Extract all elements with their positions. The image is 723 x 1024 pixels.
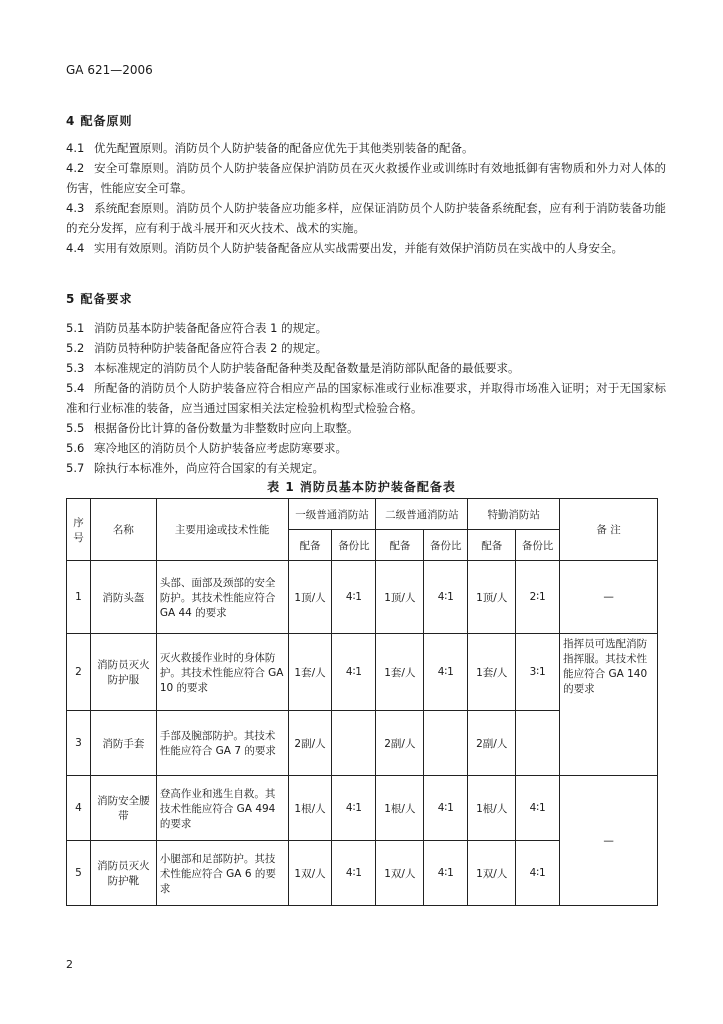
clause-text: 所配备的消防员个人防护装备应符合相应产品的国家标准或行业标准要求，并取得市场准入证明；对于无国家标准和行业标准的装备，应当通过国家相关法定检验机构型式检验合格。 — [66, 381, 666, 415]
header-seq: 序号 — [67, 499, 91, 561]
cell-ratio: 4∶1 — [424, 841, 468, 906]
clause-text: 根据备份比计算的备份数量为非整数时应向上取整。 — [94, 421, 359, 435]
cell-seq: 4 — [67, 776, 91, 841]
cell-name: 消防头盔 — [90, 561, 156, 634]
clause-number: 5.4 — [66, 381, 85, 395]
clause-4-1 — [66, 138, 666, 158]
cell-desc: 小腿部和足部防护。其技术性能应符合 GA 6 的要求 — [156, 841, 288, 906]
document-header: GA 621—2006 — [66, 63, 153, 77]
cell-alloc: 1套/人 — [468, 634, 516, 711]
clause-number: 4.3 — [66, 201, 85, 215]
clause-text: 安全可靠原则。消防员个人防护装备应保护消防员在灭火救援作业或训练时有效地抵御有害物质和外力对人体的伤害，性能应安全可靠。 — [66, 161, 666, 195]
header-alloc: 配备 — [376, 530, 424, 561]
header-special-station: 特勤消防站 — [468, 499, 560, 530]
cell-desc: 登高作业和逃生自救。其技术性能应符合 GA 494的要求 — [156, 776, 288, 841]
cell-alloc: 2副/人 — [376, 711, 424, 776]
clause-text: 消防员基本防护装备配备应符合表 1 的规定。 — [94, 321, 328, 335]
cell-ratio: 4∶1 — [424, 634, 468, 711]
cell-alloc: 1顶/人 — [376, 561, 424, 634]
clause-number: 4.1 — [66, 141, 85, 155]
cell-alloc: 1顶/人 — [468, 561, 516, 634]
clause-5-3 — [66, 358, 666, 378]
table-row — [67, 634, 658, 711]
cell-desc: 手部及腕部防护。其技术性能应符合 GA 7 的要求 — [156, 711, 288, 776]
section-5-title: 5 配备要求 — [66, 292, 133, 306]
cell-ratio: 2∶1 — [516, 561, 560, 634]
cell-alloc: 1顶/人 — [288, 561, 332, 634]
cell-seq: 3 — [67, 711, 91, 776]
cell-ratio: 3∶1 — [516, 634, 560, 711]
clause-4-2 — [66, 158, 666, 198]
header-alloc: 配备 — [288, 530, 332, 561]
page-number: 2 — [66, 958, 73, 971]
header-remark: 备 注 — [560, 499, 658, 561]
clause-text: 消防员特种防护装备配备应符合表 2 的规定。 — [94, 341, 328, 355]
cell-name: 消防手套 — [90, 711, 156, 776]
cell-alloc: 2副/人 — [288, 711, 332, 776]
clause-text: 优先配置原则。消防员个人防护装备的配备应优先于其他类别装备的配备。 — [94, 141, 474, 155]
clause-text: 实用有效原则。消防员个人防护装备配备应从实战需要出发，并能有效保护消防员在实战中的人身安全。 — [94, 241, 623, 255]
header-ratio: 备份比 — [424, 530, 468, 561]
clause-5-4 — [66, 378, 666, 418]
cell-alloc: 1双/人 — [376, 841, 424, 906]
header-ratio: 备份比 — [332, 530, 376, 561]
header-level2-station: 二级普通消防站 — [376, 499, 468, 530]
cell-alloc: 2副/人 — [468, 711, 516, 776]
section-4-title: 4 配备原则 — [66, 114, 133, 128]
cell-ratio: 4∶1 — [516, 841, 560, 906]
equipment-table — [66, 498, 658, 906]
cell-ratio: 4∶1 — [332, 841, 376, 906]
cell-ratio: 4∶1 — [332, 561, 376, 634]
header-level1-station: 一级普通消防站 — [288, 499, 376, 530]
cell-remark: — — [560, 561, 658, 634]
clause-5-1 — [66, 318, 666, 338]
cell-alloc: 1根/人 — [288, 776, 332, 841]
cell-ratio: 4∶1 — [424, 776, 468, 841]
clause-4-3 — [66, 198, 666, 238]
table-row — [67, 561, 658, 634]
clause-5-6 — [66, 438, 666, 458]
cell-ratio: 4∶1 — [516, 776, 560, 841]
header-alloc: 配备 — [468, 530, 516, 561]
cell-name: 消防安全腰带 — [90, 776, 156, 841]
table-row — [67, 776, 658, 841]
cell-alloc: 1双/人 — [468, 841, 516, 906]
cell-alloc: 1根/人 — [468, 776, 516, 841]
cell-name: 消防员灭火防护服 — [90, 634, 156, 711]
clause-5-2 — [66, 338, 666, 358]
clause-number: 5.5 — [66, 421, 85, 435]
header-ratio: 备份比 — [516, 530, 560, 561]
clause-text: 系统配套原则。消防员个人防护装备应功能多样，应保证消防员个人防护装备系统配套，应有利于消防装备功能的充分发挥，应有利于战斗展开和灭火技术、战术的实施。 — [66, 201, 666, 235]
cell-name: 消防员灭火防护靴 — [90, 841, 156, 906]
cell-ratio — [332, 711, 376, 776]
cell-alloc: 1套/人 — [376, 634, 424, 711]
cell-alloc: 1双/人 — [288, 841, 332, 906]
cell-seq: 2 — [67, 634, 91, 711]
cell-remark: 指挥员可选配消防指挥服。其技术性能应符合 GA 140 的要求 — [560, 634, 658, 776]
clause-5-5 — [66, 418, 666, 438]
clause-number: 4.4 — [66, 241, 85, 255]
header-main-use: 主要用途或技术性能 — [156, 499, 288, 561]
cell-seq: 5 — [67, 841, 91, 906]
clause-number: 5.2 — [66, 341, 85, 355]
clause-number: 5.7 — [66, 461, 85, 475]
clause-4-4 — [66, 238, 666, 258]
clause-text: 除执行本标准外，尚应符合国家的有关规定。 — [94, 461, 324, 475]
cell-alloc: 1套/人 — [288, 634, 332, 711]
clause-5-7 — [66, 458, 666, 478]
cell-ratio — [516, 711, 560, 776]
cell-ratio: 4∶1 — [332, 776, 376, 841]
clause-number: 4.2 — [66, 161, 85, 175]
clause-number: 5.6 — [66, 441, 85, 455]
cell-ratio: 4∶1 — [332, 634, 376, 711]
cell-remark: — — [560, 776, 658, 906]
table-caption: 表 1 消防员基本防护装备配备表 — [267, 480, 456, 494]
cell-alloc: 1根/人 — [376, 776, 424, 841]
cell-desc: 灭火救援作业时的身体防护。其技术性能应符合 GA 10 的要求 — [156, 634, 288, 711]
cell-seq: 1 — [67, 561, 91, 634]
clause-number: 5.3 — [66, 361, 85, 375]
clause-text: 本标准规定的消防员个人防护装备配备种类及配备数量是消防部队配备的最低要求。 — [94, 361, 520, 375]
clause-number: 5.1 — [66, 321, 85, 335]
cell-ratio — [424, 711, 468, 776]
header-name: 名称 — [90, 499, 156, 561]
cell-ratio: 4∶1 — [424, 561, 468, 634]
clause-text: 寒冷地区的消防员个人防护装备应考虑防寒要求。 — [94, 441, 347, 455]
cell-desc: 头部、面部及颈部的安全防护。其技术性能应符合 GA 44 的要求 — [156, 561, 288, 634]
